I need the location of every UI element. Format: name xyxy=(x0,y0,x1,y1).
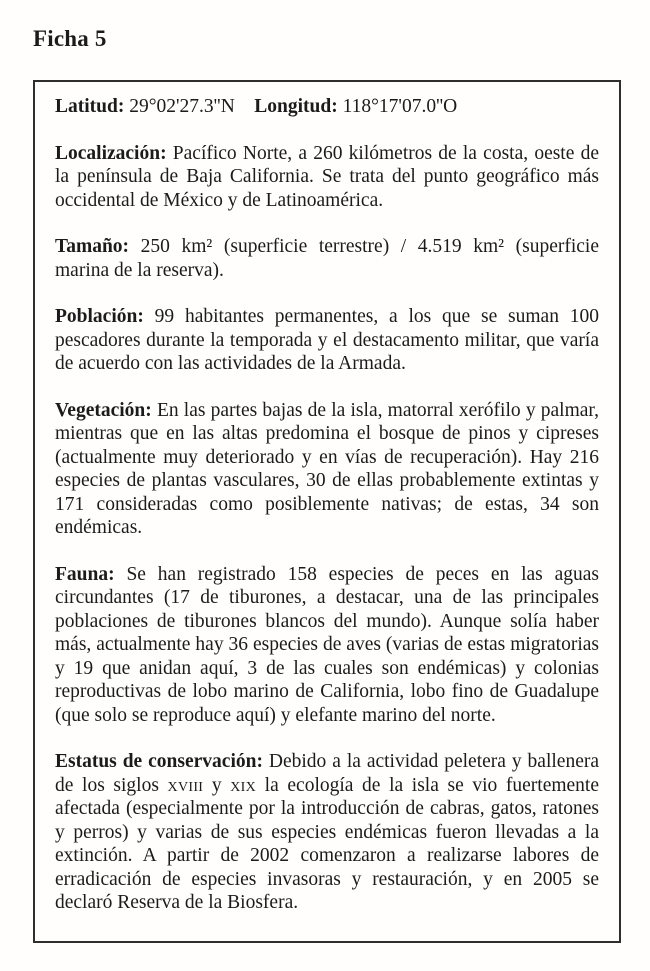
field-text: En las partes bajas de la isla, matorral xerófilo y palmar, mientras que en las altas predomina el bosque de pinos y cipreses (actualmente muy deteriorado y en vías de recuperación). Hay 216 especies de plantas vasculares, 30 de ellas probablemente extintas y 171 consideradas como posiblemente nativas; de estas, 34 son endémicas. xyxy=(55,399,599,539)
field-label: Estatus de conservación: xyxy=(55,751,263,773)
field-text: la ecología de la isla se vio fuertemente afectada (especialmente por la introducción de cabras, gatos, ratones y perros) y varias de sus especies endémicas fueron llevadas a la extinción. A partir de 2002 comenzaron a realizarse labores de erradicación de especies invasoras y restauración, y en 2005 se declaró Reserva de la Biosfera. xyxy=(55,774,599,914)
roman-numeral: xix xyxy=(230,774,257,796)
field-text: 250 km² (superficie terrestre) / 4.519 km² (superficie marina de la reserva). xyxy=(55,236,599,281)
paragraph-localizacion xyxy=(55,142,599,213)
paragraph-estatus-de-conservacion xyxy=(55,750,599,915)
field-label: Longitud: xyxy=(254,96,338,118)
field-text: Se han registrado 158 especies de peces en las aguas circundantes (17 de tiburones, a destacar, una de las principales poblaciones de tiburones blancos del mundo). Aunque solía haber más, actualmente hay 36 especies de aves (varias de estas migratorias y 19 que anidan aquí, 3 de las cuales son endémicas) y colonias reproductivas de lobo marino de California, lobo fino de Guadalupe (que solo se reproduce aquí) y elefante marino del norte. xyxy=(55,563,599,726)
ficha-card xyxy=(33,80,621,943)
field-label: Vegetación: xyxy=(55,399,152,421)
field-text: 29°02'27.3''N xyxy=(124,96,235,118)
field-text: Debido a la actividad peletera y ballenera de los siglos xyxy=(55,751,600,796)
field-label: Población: xyxy=(55,306,144,328)
paragraph-tamano xyxy=(55,235,599,282)
paragraph-coordinates xyxy=(55,95,599,119)
paragraph-fauna xyxy=(55,563,599,728)
roman-numeral: xviii xyxy=(167,774,204,796)
field-text: 99 habitantes permanentes, a los que se suman 100 pescadores durante la temporada y el destacamento militar, que varía de acuerdo con las actividades de la Armada. xyxy=(55,306,599,375)
field-text: 118°17'07.0''O xyxy=(337,96,458,118)
paragraph-poblacion xyxy=(55,305,599,376)
field-label: Latitud: xyxy=(55,96,125,118)
page-title: Ficha 5 xyxy=(33,26,107,51)
paragraph-vegetacion xyxy=(55,399,599,540)
field-label: Fauna: xyxy=(55,563,115,585)
field-text: Pacífico Norte, a 260 kilómetros de la costa, oeste de la península de Baja California. Se trata del punto geográfico más occidental de México y de Latinoamérica. xyxy=(55,142,599,211)
field-label: Localización: xyxy=(55,142,167,164)
field-text: y xyxy=(203,774,231,796)
field-text xyxy=(235,96,255,117)
field-label: Tamaño: xyxy=(55,236,130,258)
